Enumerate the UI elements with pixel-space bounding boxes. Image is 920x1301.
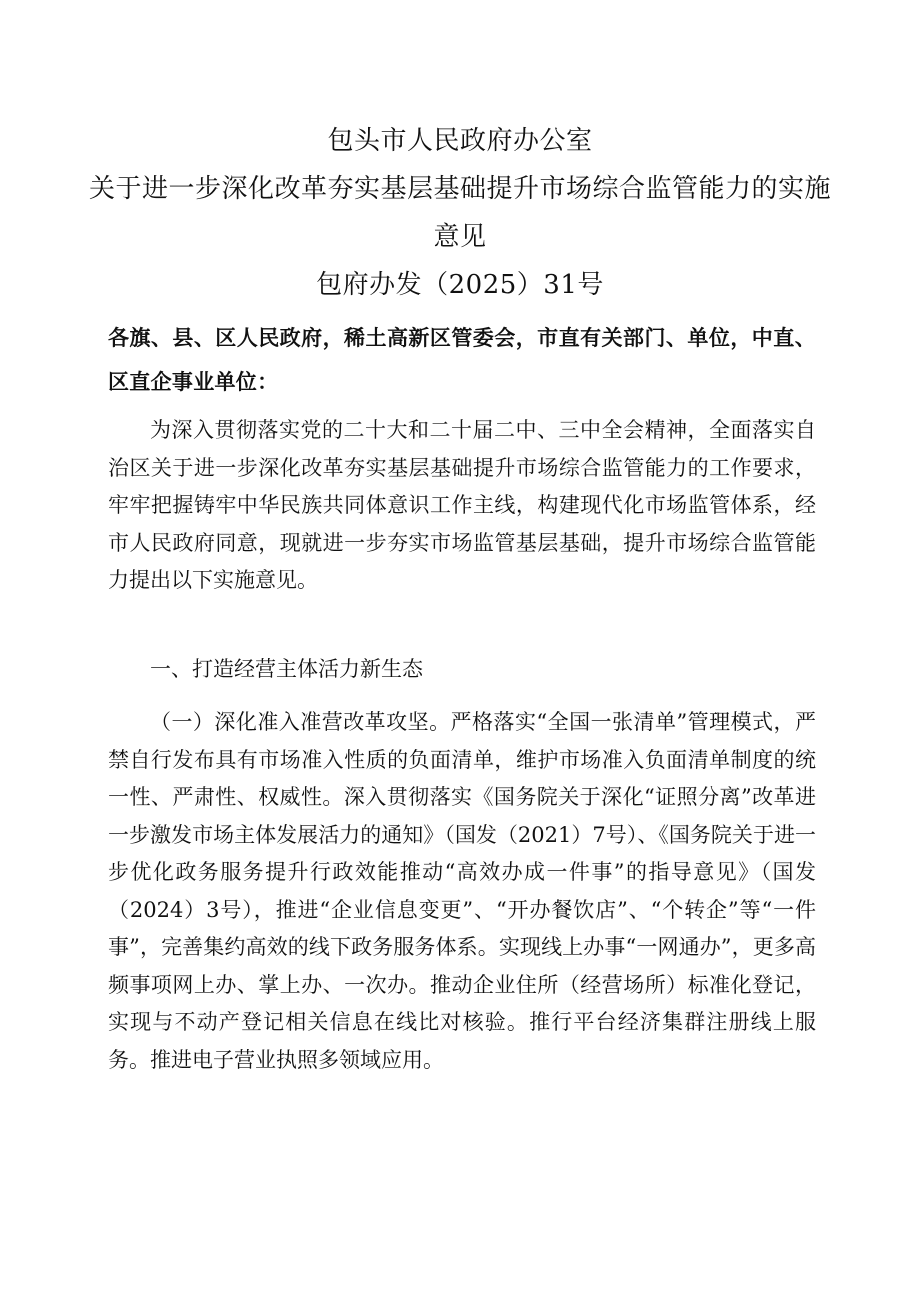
- body-paragraph: （一）深化准入准营改革攻坚。严格落实“全国一张清单”管理模式，严禁自行发布具有市场准入性质的负面清单，维护市场准入负面清单制度的统一性、严肃性、权威性。深入贯彻落实《国务院关于深化“证照分离”改革进一步激发市场主体发展活力的通知》（国发（2021）7号）、《国务院关于进一步优化政务服务提升行政效能推动“高效办成一件事”的指导意见》（国发（2024）3号），推进“企业信息变更”、“开办餐饮店”、“个转企”等“一件事”，完善集约高效的线下政务服务体系。实现线上办事“一网通办”，更多高频事项网上办、掌上办、一次办。推动企业住所（经营场所）标准化登记，实现与不动产登记相关信息在线比对核验。推行平台经济集群注册线上服务。推进电子营业执照多领域应用。: [108, 710, 816, 1072]
- subject-title-line-1: 关于进一步深化改革夯实基层基础提升市场综合监管能力的实施: [88, 174, 831, 204]
- addressee: 各旗、县、区人民政府，稀土高新区管委会，市直有关部门、单位，中直、区直企事业单位：: [108, 326, 816, 394]
- section-heading: 一、打造经营主体活力新生态: [150, 657, 423, 681]
- intro-paragraph: 为深入贯彻落实党的二十大和二十届二中、三中全会精神，全面落实自治区关于进一步深化改革夯实基层基础提升市场综合监管能力的工作要求，牢牢把握铸牢中华民族共同体意识工作主线，构建现代化市场监管体系，经市人民政府同意，现就进一步夯实市场监管基层基础，提升市场综合监管能力提出以下实施意见。: [108, 418, 816, 592]
- document-number: 包府办发（2025）31号: [316, 270, 604, 300]
- issuer-title: 包头市人民政府办公室: [327, 126, 593, 156]
- subject-title-line-2: 意见: [433, 222, 487, 252]
